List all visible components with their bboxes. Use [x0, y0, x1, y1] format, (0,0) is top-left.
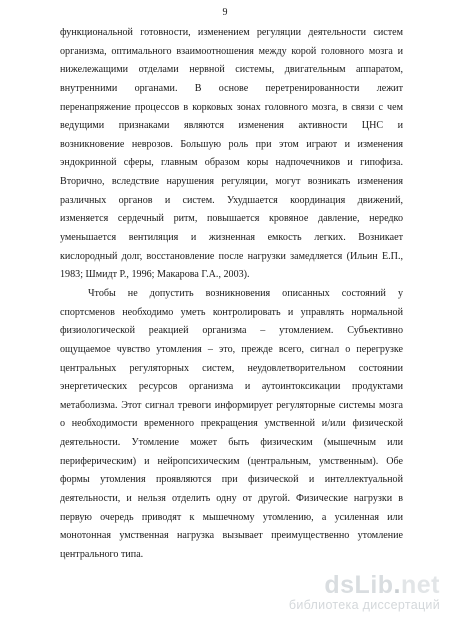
text-line: нижележащими отделами нервной системы, двигательным аппаратом, [60, 64, 403, 76]
text-line: формы утомления проявляются при физической и интеллектуальной [60, 474, 403, 486]
paragraph-1 [60, 24, 403, 285]
body-text [60, 24, 403, 565]
text-line: спортсменов необходимо уметь контролировать и управлять нормальной [60, 306, 403, 318]
text-line: первую очередь приводят к мышечному утомлению, а усиленная или [60, 511, 403, 523]
text-line: энергетических ресурсов организма и аутоинтоксикации продуктами [60, 381, 403, 393]
text-line: деятельности, и нельзя отделить одну от другой. Физические нагрузки в [60, 493, 403, 505]
watermark-logo [289, 573, 440, 598]
text-line: кислородный долг, восстановление после нагрузки замедляется (Ильин Е.П., [60, 250, 403, 262]
text-line: монотонная умственная нагрузка вызывает преимущественно утомление [60, 530, 403, 542]
text-line: ведущими признаками являются изменения активности ЦНС и [60, 120, 403, 132]
page-number: 9 [222, 7, 228, 18]
watermark-logo-main: dsLib [324, 571, 394, 599]
text-line: внутренними органами. В основе перетренированности лежит [60, 82, 403, 94]
watermark-logo-dot: . [393, 571, 401, 599]
text-line: уменьшается вентиляция и жизненная емкость легких. Возникает [60, 232, 403, 244]
text-line: деятельности. Утомление может быть физическим (мышечным или [60, 437, 403, 449]
text-line: изменяется сердечный ритм, повышается кровяное давление, нередко [60, 213, 403, 225]
text-line: о необходимости временного прекращения умственной и/или физической [60, 418, 403, 430]
text-line: возникновение неврозов. Большую роль при этом играют и изменения [60, 138, 403, 150]
watermark [289, 573, 440, 612]
text-line: центральных регуляторных систем, неудовлетворительном состоянии [60, 362, 403, 374]
paragraph-2 [60, 285, 403, 565]
text-line: функциональной готовности, изменением регуляции деятельности систем [60, 27, 403, 38]
text-line: организма, оптимального взаимоотношения между корой головного мозга и [60, 45, 403, 57]
text-line: 1983; Шмидт Р., 1996; Макарова Г.А., 2003). [60, 269, 250, 281]
text-line: Вторично, вследствие нарушения регуляции, могут возникать изменения [60, 176, 403, 188]
text-line: Чтобы не допустить возникновения описанных состояний у [88, 287, 403, 299]
text-line: различных органов и систем. Ухудшается координация движений, [60, 194, 403, 206]
text-line: периферическим) и нейропсихическим (центральным, умственным). Обе [60, 455, 403, 467]
text-line: перенапряжение процессов в корковых зонах головного мозга, в связи с чем [60, 101, 403, 113]
text-line: эндокринной сферы, главным образом коры надпочечников и гипофиза. [60, 157, 403, 169]
text-line: метаболизма. Этот сигнал тревоги информирует регуляторные системы мозга [60, 399, 403, 411]
text-line: ощущаемое чувство утомления – это, прежде всего, сигнал о перегрузке [60, 343, 403, 355]
watermark-subtitle: библиотека диссертаций [288, 598, 440, 612]
watermark-logo-tld: net [401, 571, 440, 599]
text-line: физиологической реакцией организма – утомлением. Субъективно [60, 325, 403, 337]
text-line: центрального типа. [60, 548, 144, 560]
